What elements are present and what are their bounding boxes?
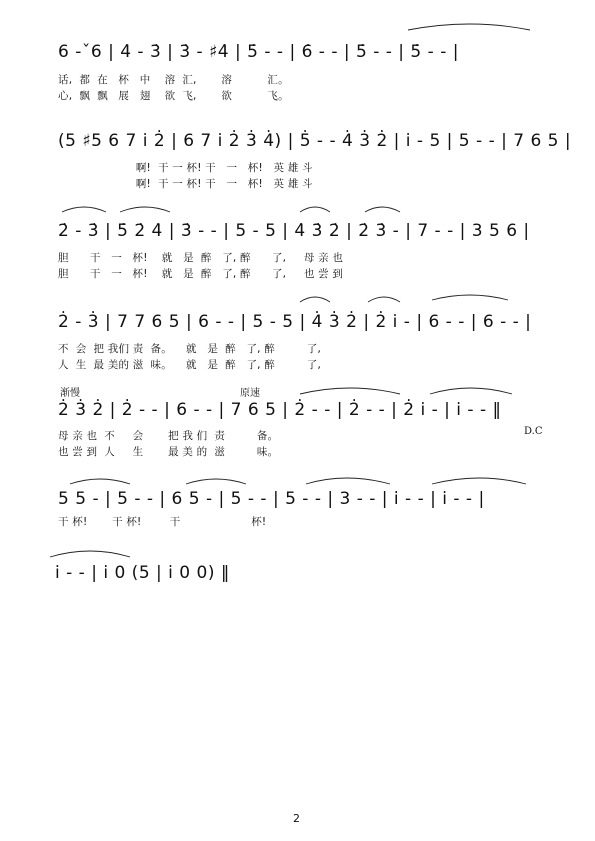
lyric-line: 不 会 把 我们 责 备。 就 是 醉 了, 醉 了, bbox=[58, 343, 322, 355]
lyric-line: 胆 干 一 杯! 就 是 醉 了, 醉 了, 母 亲 也 bbox=[58, 252, 344, 264]
notation-line: (5 ♯5 6 7 i̇ 2̇ | 6 7 i̇ 2̇ 3̇ 4̇) | 5̇ - - 4̇ 3̇ 2̇ | i̇ - 5 | 5 - - | 7 6 5 | bbox=[58, 131, 572, 151]
notation-line: 2̇ 3̇ 2̇ | 2̇ - - | 6 - - | 7 6 5 | 2̇ - - | 2̇ - - | 2̇ i̇ - | i̇ - - ‖ bbox=[58, 400, 502, 420]
lyric-line: 也 尝 到 人 生 最 美 的 滋 味。 bbox=[58, 446, 279, 458]
notation-line: 2̇ - 3̇ | 5̇ 2̇ 4̇ | 3̇ - - | 5 - 5 | 4̇ 3̇ 2̇ | 2̇ 3̇ - | 7 - - | 3 5 6 | bbox=[58, 221, 530, 241]
da-capo-marking: D.C bbox=[524, 426, 543, 437]
notation-line: 2̇ - 3̇ | 7 7 6 5 | 6 - - | 5 - 5 | 4̇ 3̇ 2̇ | 2̇ i̇ - | 6 - - | 6 - - | bbox=[58, 312, 532, 332]
lyric-line: 啊! 干 一 杯! 干 一 杯! 英 雄 斗 bbox=[58, 178, 313, 190]
page-number: 2 bbox=[293, 812, 300, 825]
notation-line: 6 -ˇ6 | 4̇ - 3̇ | 3̇ - ♯4̇ | 5̇ - - | 6̇ - - | 5̇ - - | 5̇ - - | bbox=[58, 42, 459, 62]
notation-line: i̇ - - | i̇ 0 (5 | i̇ 0 0) ‖ bbox=[55, 563, 230, 583]
notation-line: 5 5 - | 5 - - | 6 5 - | 5 - - | 5 - - | 3 - - | i̇ - - | i̇ - - | bbox=[58, 489, 485, 509]
lyric-line: 胆 干 一 杯! 就 是 醉 了, 醉 了, 也 尝 到 bbox=[58, 268, 344, 280]
tempo-marking: 原速 bbox=[240, 388, 260, 399]
lyric-line: 干 杯! 干 杯! 干 杯! bbox=[58, 516, 267, 528]
tempo-marking: 渐慢 bbox=[60, 388, 80, 399]
lyric-line: 人 生 最 美的 滋 味。 就 是 醉 了, 醉 了, bbox=[58, 359, 322, 371]
lyric-line: 母 亲 也 不 会 把 我 们 责 备。 bbox=[58, 430, 279, 442]
lyric-line: 话, 都 在 杯 中 溶 汇, 溶 汇。 bbox=[58, 74, 289, 86]
lyric-line: 心, 飘 飘 展 翅 欲 飞, 欲 飞。 bbox=[58, 90, 289, 102]
lyric-line: 啊! 干 一 杯! 干 一 杯! 英 雄 斗 bbox=[58, 162, 313, 174]
